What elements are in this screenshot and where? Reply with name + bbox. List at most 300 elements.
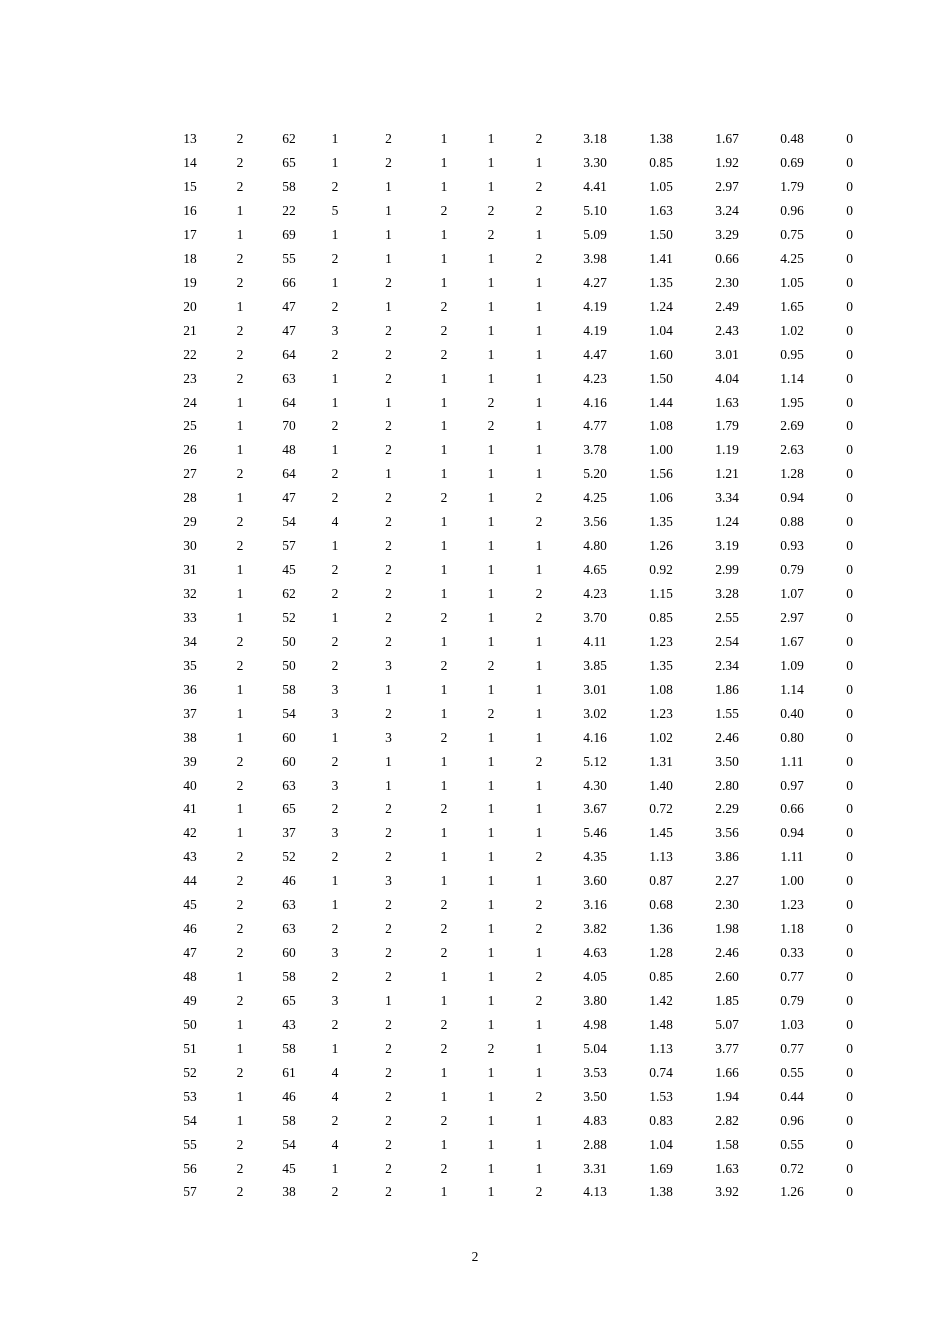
table-cell: 3.85 — [583, 657, 607, 673]
table-cell: 1 — [385, 298, 392, 314]
table-cell: 0 — [846, 1112, 853, 1128]
table-cell: 5 — [331, 203, 339, 219]
table-cell: 3.78 — [583, 442, 607, 458]
table-cell: 1 — [236, 1040, 244, 1056]
table-cell: 1.85 — [715, 992, 739, 1008]
table-cell: 1 — [487, 562, 495, 578]
table-cell: 1 — [487, 729, 495, 745]
table-cell: 0.88 — [780, 514, 804, 530]
table-cell: 65 — [282, 992, 296, 1008]
table-cell: 5.46 — [583, 825, 607, 841]
table-cell: 45 — [282, 562, 296, 578]
table-cell: 40 — [183, 777, 197, 793]
table-cell: 15 — [183, 179, 197, 195]
table-cell: 2 — [440, 1040, 448, 1056]
table-cell: 0 — [846, 442, 853, 458]
table-cell: 0 — [846, 825, 853, 841]
table-cell: 1 — [236, 729, 244, 745]
table-cell: 2 — [440, 346, 448, 362]
table-cell: 23 — [183, 370, 197, 386]
table-cell: 2 — [236, 992, 244, 1008]
table-cell: 0 — [846, 1160, 853, 1176]
table-cell: 0 — [846, 873, 853, 889]
table-cell: 3.56 — [583, 514, 607, 530]
table-cell: 0.85 — [649, 155, 673, 171]
table-cell: 3.86 — [715, 849, 739, 865]
table-cell: 1 — [535, 945, 543, 961]
table-cell: 0 — [846, 705, 853, 721]
table-cell: 69 — [282, 226, 296, 242]
table-cell: 1 — [487, 1016, 495, 1032]
table-cell: 2.55 — [715, 609, 739, 625]
table-cell: 3 — [385, 729, 392, 745]
table-cell: 1 — [487, 777, 495, 793]
table-cell: 0 — [846, 131, 853, 147]
table-cell: 0.85 — [649, 609, 673, 625]
table-cell: 3 — [385, 657, 392, 673]
table-cell: 0.96 — [780, 1112, 804, 1128]
table-cell: 24 — [183, 394, 197, 410]
table-cell: 2 — [331, 1016, 339, 1032]
table-cell: 2 — [385, 131, 392, 147]
table-cell: 38 — [183, 729, 197, 745]
table-cell: 46 — [282, 1088, 296, 1104]
table-cell: 2 — [385, 538, 392, 554]
table-cell: 1 — [236, 442, 244, 458]
table-cell: 1 — [440, 681, 448, 697]
table-cell: 1.23 — [780, 897, 804, 913]
table-cell: 0 — [846, 681, 853, 697]
table-cell: 44 — [183, 873, 197, 889]
table-row — [155, 654, 853, 678]
table-cell: 2 — [440, 921, 448, 937]
table-cell: 1 — [236, 609, 244, 625]
table-cell: 1.15 — [649, 586, 673, 602]
table-cell: 1.92 — [715, 155, 739, 171]
table-cell: 2 — [331, 753, 339, 769]
table-cell: 2 — [535, 992, 543, 1008]
table-cell: 2 — [385, 346, 392, 362]
table-cell: 1.86 — [715, 681, 739, 697]
table-cell: 4 — [331, 514, 339, 530]
table-cell: 1 — [236, 1112, 244, 1128]
table-cell: 1 — [331, 155, 339, 171]
table-cell: 1 — [331, 274, 339, 290]
table-cell: 0.96 — [780, 203, 804, 219]
table-cell: 1 — [440, 418, 448, 434]
table-row — [155, 725, 853, 749]
table-cell: 2 — [385, 1136, 392, 1152]
table-cell: 54 — [282, 1136, 296, 1152]
table-cell: 2.30 — [715, 274, 739, 290]
table-cell: 2 — [385, 969, 392, 985]
table-cell: 1 — [487, 921, 495, 937]
table-cell: 0 — [846, 945, 853, 961]
table-row — [155, 582, 853, 606]
table-row — [155, 534, 853, 558]
table-cell: 0 — [846, 203, 853, 219]
table-cell: 26 — [183, 442, 197, 458]
table-cell: 58 — [282, 1040, 296, 1056]
table-cell: 1 — [487, 897, 495, 913]
table-cell: 1 — [440, 226, 448, 242]
table-cell: 3.28 — [715, 586, 739, 602]
table-cell: 2 — [440, 1160, 448, 1176]
table-cell: 1 — [331, 370, 339, 386]
table-cell: 2.97 — [715, 179, 739, 195]
table-cell: 1.21 — [715, 466, 739, 482]
table-cell: 22 — [282, 203, 296, 219]
table-cell: 2 — [236, 370, 244, 386]
table-cell: 2 — [535, 753, 543, 769]
table-cell: 2 — [487, 394, 495, 410]
table-cell: 1 — [535, 538, 543, 554]
table-cell: 1 — [236, 418, 244, 434]
table-cell: 1 — [487, 490, 495, 506]
table-cell: 1.50 — [649, 226, 673, 242]
table-row — [155, 366, 853, 390]
table-cell: 1.98 — [715, 921, 739, 937]
table-row — [155, 414, 853, 438]
table-cell: 4.98 — [583, 1016, 607, 1032]
table-cell: 2 — [331, 657, 339, 673]
table-cell: 1 — [331, 873, 339, 889]
table-cell: 1 — [535, 873, 543, 889]
table-cell: 1 — [487, 1064, 495, 1080]
table-cell: 2.43 — [715, 322, 739, 338]
table-cell: 2.34 — [715, 657, 739, 673]
table-cell: 2 — [535, 250, 543, 266]
table-cell: 2 — [385, 442, 392, 458]
table-row — [155, 821, 853, 845]
table-row — [155, 175, 853, 199]
table-cell: 52 — [282, 849, 296, 865]
table-cell: 2 — [440, 322, 448, 338]
table-cell: 2 — [385, 1040, 392, 1056]
table-cell: 2.88 — [583, 1136, 607, 1152]
table-cell: 1 — [487, 131, 495, 147]
table-cell: 1 — [440, 753, 448, 769]
table-cell: 50 — [282, 633, 296, 649]
table-cell: 2 — [440, 729, 448, 745]
table-cell: 0 — [846, 514, 853, 530]
table-cell: 2 — [440, 490, 448, 506]
table-cell: 1 — [440, 250, 448, 266]
table-cell: 1.65 — [780, 298, 804, 314]
table-cell: 47 — [282, 322, 296, 338]
table-cell: 1 — [487, 825, 495, 841]
table-row — [155, 1085, 853, 1109]
table-cell: 1 — [440, 514, 448, 530]
table-cell: 2 — [236, 1160, 244, 1176]
table-cell: 1.79 — [780, 179, 804, 195]
table-cell: 0 — [846, 322, 853, 338]
table-row — [155, 1156, 853, 1180]
table-row — [155, 1061, 853, 1085]
table-cell: 39 — [183, 753, 197, 769]
table-cell: 2 — [236, 633, 244, 649]
table-cell: 3.67 — [583, 801, 607, 817]
table-cell: 1.02 — [780, 322, 804, 338]
table-cell: 1 — [487, 992, 495, 1008]
table-cell: 1 — [236, 825, 244, 841]
table-cell: 2 — [236, 538, 244, 554]
table-cell: 1.58 — [715, 1136, 739, 1152]
table-cell: 1 — [385, 753, 392, 769]
table-cell: 1 — [440, 370, 448, 386]
table-cell: 3.19 — [715, 538, 739, 554]
table-cell: 3.50 — [715, 753, 739, 769]
table-cell: 2 — [331, 466, 339, 482]
table-cell: 50 — [282, 657, 296, 673]
table-cell: 55 — [183, 1136, 197, 1152]
table-row — [155, 127, 853, 151]
table-cell: 2.63 — [780, 442, 804, 458]
table-cell: 1.45 — [649, 825, 673, 841]
table-cell: 1.48 — [649, 1016, 673, 1032]
table-cell: 2.30 — [715, 897, 739, 913]
table-cell: 1 — [487, 538, 495, 554]
table-cell: 54 — [282, 705, 296, 721]
table-cell: 2 — [385, 849, 392, 865]
table-cell: 2 — [440, 1112, 448, 1128]
table-cell: 45 — [183, 897, 197, 913]
table-cell: 4 — [331, 1064, 339, 1080]
table-cell: 62 — [282, 131, 296, 147]
table-cell: 0 — [846, 609, 853, 625]
table-cell: 0 — [846, 897, 853, 913]
table-cell: 2 — [331, 179, 339, 195]
table-cell: 1.26 — [780, 1184, 804, 1200]
table-row — [155, 869, 853, 893]
table-cell: 1 — [487, 586, 495, 602]
table-cell: 0 — [846, 490, 853, 506]
table-cell: 4.80 — [583, 538, 607, 554]
table-cell: 3 — [331, 705, 339, 721]
table-cell: 2 — [487, 203, 495, 219]
table-cell: 2 — [535, 203, 543, 219]
table-cell: 1 — [440, 586, 448, 602]
table-cell: 1 — [535, 1016, 543, 1032]
table-cell: 37 — [282, 825, 296, 841]
table-cell: 4.05 — [583, 969, 607, 985]
table-cell: 1 — [535, 825, 543, 841]
table-cell: 3 — [331, 681, 339, 697]
table-cell: 1 — [487, 681, 495, 697]
table-cell: 2 — [331, 801, 339, 817]
table-cell: 47 — [282, 298, 296, 314]
table-cell: 3.53 — [583, 1064, 607, 1080]
table-cell: 2 — [440, 203, 448, 219]
table-cell: 4.77 — [583, 418, 607, 434]
table-cell: 1 — [385, 777, 392, 793]
table-row — [155, 845, 853, 869]
table-cell: 1 — [487, 346, 495, 362]
table-cell: 0 — [846, 586, 853, 602]
table-cell: 1.67 — [780, 633, 804, 649]
table-cell: 0 — [846, 538, 853, 554]
table-cell: 3.82 — [583, 921, 607, 937]
table-cell: 1 — [440, 873, 448, 889]
table-cell: 0 — [846, 1016, 853, 1032]
table-cell: 1 — [535, 777, 543, 793]
table-cell: 2 — [440, 801, 448, 817]
table-cell: 47 — [183, 945, 197, 961]
table-cell: 0 — [846, 1064, 853, 1080]
table-cell: 1 — [487, 1088, 495, 1104]
table-cell: 1.56 — [649, 466, 673, 482]
table-cell: 1 — [385, 226, 392, 242]
table-row — [155, 462, 853, 486]
table-cell: 0.87 — [649, 873, 673, 889]
table-cell: 57 — [183, 1184, 197, 1200]
table-cell: 0.85 — [649, 969, 673, 985]
table-cell: 1 — [487, 633, 495, 649]
table-cell: 0 — [846, 633, 853, 649]
table-cell: 1 — [487, 1184, 495, 1200]
table-cell: 2 — [236, 945, 244, 961]
table-cell: 0.44 — [780, 1088, 804, 1104]
table-cell: 3.50 — [583, 1088, 607, 1104]
table-cell: 0.77 — [780, 1040, 804, 1056]
table-cell: 1 — [487, 1112, 495, 1128]
table-cell: 1.14 — [780, 681, 804, 697]
table-cell: 1.36 — [649, 921, 673, 937]
table-cell: 1 — [331, 538, 339, 554]
table-cell: 3 — [331, 992, 339, 1008]
table-cell: 2 — [535, 849, 543, 865]
table-cell: 0.48 — [780, 131, 804, 147]
table-cell: 2 — [487, 1040, 495, 1056]
table-cell: 0.79 — [780, 992, 804, 1008]
table-cell: 2.82 — [715, 1112, 739, 1128]
table-cell: 2 — [385, 562, 392, 578]
table-row — [155, 199, 853, 223]
table-cell: 1 — [331, 226, 339, 242]
table-cell: 1 — [487, 298, 495, 314]
table-cell: 1 — [236, 1016, 244, 1032]
table-cell: 1 — [331, 1040, 339, 1056]
table-cell: 62 — [282, 586, 296, 602]
table-cell: 1 — [487, 514, 495, 530]
table-cell: 1 — [236, 298, 244, 314]
table-cell: 1 — [487, 250, 495, 266]
table-cell: 1 — [236, 969, 244, 985]
table-cell: 25 — [183, 418, 197, 434]
table-cell: 19 — [183, 274, 197, 290]
table-cell: 1 — [331, 1160, 339, 1176]
table-cell: 0 — [846, 753, 853, 769]
table-cell: 63 — [282, 897, 296, 913]
table-cell: 1 — [535, 274, 543, 290]
table-cell: 1.14 — [780, 370, 804, 386]
table-cell: 1.08 — [649, 681, 673, 697]
table-cell: 1 — [236, 226, 244, 242]
table-cell: 2 — [535, 921, 543, 937]
table-cell: 3.18 — [583, 131, 607, 147]
table-cell: 1.24 — [715, 514, 739, 530]
table-cell: 1 — [236, 490, 244, 506]
table-cell: 2.46 — [715, 729, 739, 745]
table-cell: 2 — [535, 514, 543, 530]
table-cell: 4.19 — [583, 298, 607, 314]
table-cell: 1 — [440, 466, 448, 482]
table-cell: 3.29 — [715, 226, 739, 242]
table-cell: 1 — [487, 849, 495, 865]
table-cell: 43 — [183, 849, 197, 865]
table-cell: 1 — [236, 801, 244, 817]
table-cell: 1.53 — [649, 1088, 673, 1104]
table-cell: 0.72 — [780, 1160, 804, 1176]
table-cell: 1 — [385, 394, 392, 410]
table-cell: 2 — [236, 1136, 244, 1152]
table-cell: 2 — [535, 131, 543, 147]
table-cell: 2 — [385, 274, 392, 290]
table-cell: 1 — [236, 394, 244, 410]
table-cell: 3.02 — [583, 705, 607, 721]
table-cell: 2 — [385, 370, 392, 386]
table-cell: 1 — [535, 418, 543, 434]
table-cell: 0 — [846, 155, 853, 171]
data-table — [155, 127, 853, 1204]
table-cell: 1 — [440, 825, 448, 841]
table-cell: 1 — [535, 657, 543, 673]
table-cell: 2 — [385, 633, 392, 649]
table-cell: 0 — [846, 274, 853, 290]
table-cell: 22 — [183, 346, 197, 362]
table-cell: 1.40 — [649, 777, 673, 793]
table-cell: 0.79 — [780, 562, 804, 578]
table-cell: 2 — [331, 346, 339, 362]
table-cell: 49 — [183, 992, 197, 1008]
table-row — [155, 1132, 853, 1156]
table-row — [155, 223, 853, 247]
table-cell: 32 — [183, 586, 197, 602]
table-cell: 0 — [846, 1040, 853, 1056]
table-cell: 4.30 — [583, 777, 607, 793]
table-cell: 1 — [487, 945, 495, 961]
table-cell: 30 — [183, 538, 197, 554]
table-cell: 1.23 — [649, 633, 673, 649]
table-cell: 38 — [282, 1184, 296, 1200]
table-cell: 1.11 — [780, 753, 804, 769]
table-cell: 2 — [236, 1184, 244, 1200]
table-cell: 1.67 — [715, 131, 739, 147]
table-cell: 4.11 — [583, 633, 607, 649]
table-cell: 1.63 — [715, 1160, 739, 1176]
table-cell: 2 — [236, 849, 244, 865]
table-cell: 0 — [846, 346, 853, 362]
table-cell: 2 — [385, 418, 392, 434]
table-cell: 1.04 — [649, 322, 673, 338]
table-row — [155, 1180, 853, 1204]
table-cell: 2 — [440, 1016, 448, 1032]
table-cell: 4.83 — [583, 1112, 607, 1128]
table-row — [155, 678, 853, 702]
table-cell: 64 — [282, 466, 296, 482]
table-row — [155, 558, 853, 582]
table-cell: 1.18 — [780, 921, 804, 937]
table-row — [155, 773, 853, 797]
table-cell: 21 — [183, 322, 197, 338]
table-cell: 1.13 — [649, 849, 673, 865]
table-row — [155, 989, 853, 1013]
table-cell: 1 — [331, 131, 339, 147]
table-row — [155, 390, 853, 414]
table-cell: 2 — [440, 945, 448, 961]
table-cell: 0.92 — [649, 562, 673, 578]
table-cell: 1 — [440, 1184, 448, 1200]
